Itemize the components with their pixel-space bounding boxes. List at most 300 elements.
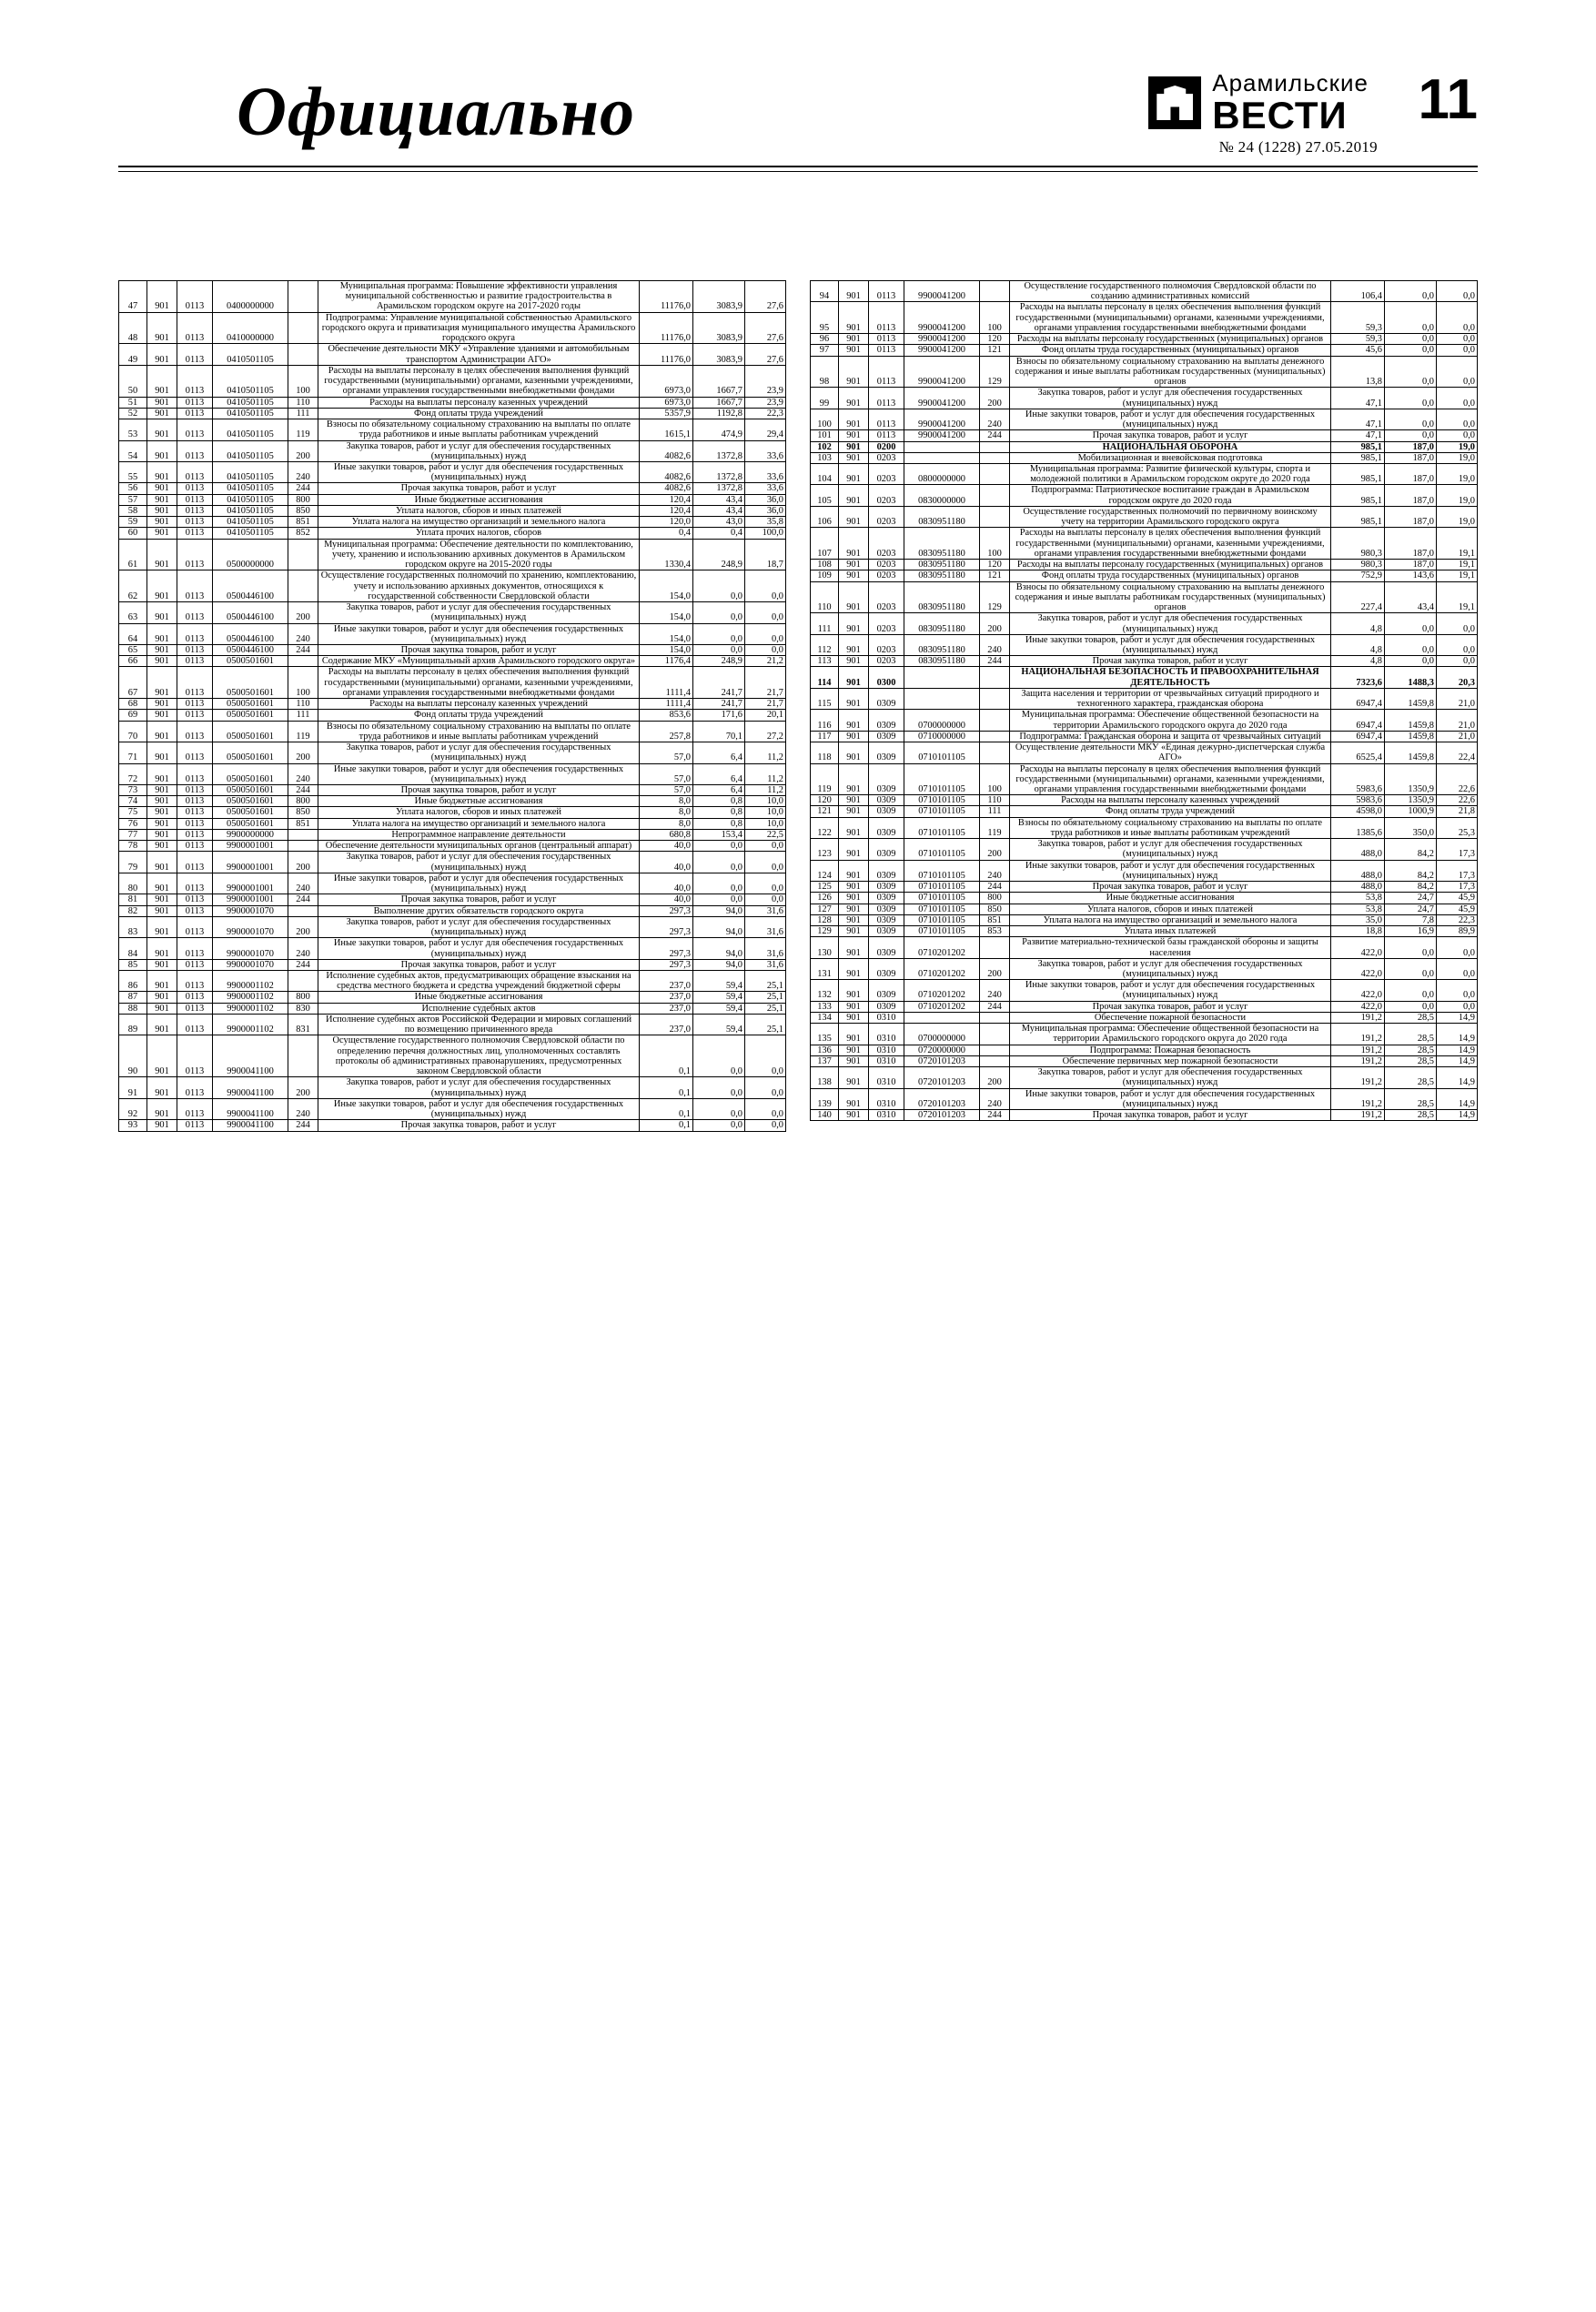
cell-fact: 28,5 — [1385, 1055, 1437, 1066]
cell-name: Закупка товаров, работ и услуг для обеспечения государственных (муниципальных) нужд — [318, 852, 640, 873]
cell-plan: 6973,0 — [640, 397, 693, 408]
table-row — [811, 1001, 1478, 1012]
cell-fact: 143,6 — [1385, 570, 1437, 581]
cell-celevaya-statya: 9900041200 — [904, 430, 980, 441]
cell-plan: 0,4 — [640, 528, 693, 539]
cell-vid-rashodov — [980, 1024, 1010, 1045]
cell-razdel: 0113 — [177, 852, 213, 873]
cell-name: Взносы по обязательному социальному страхованию на выплаты по оплате труда работников и иные выплаты работникам учреждений — [318, 419, 640, 440]
row-number: 129 — [811, 926, 839, 937]
cell-vid-rashodov: 100 — [980, 763, 1010, 795]
cell-percent: 31,6 — [745, 905, 786, 916]
row-number: 105 — [811, 485, 839, 506]
cell-fact: 248,9 — [693, 539, 745, 570]
budget-table-left-body — [119, 281, 786, 1132]
table-row — [119, 440, 786, 461]
table-row — [811, 926, 1478, 937]
cell-fact: 59,4 — [693, 1014, 745, 1035]
table-row — [811, 742, 1478, 763]
cell-vedomstvo: 901 — [147, 796, 177, 807]
cell-vid-rashodov: 111 — [980, 806, 1010, 817]
cell-vedomstvo: 901 — [147, 1120, 177, 1131]
cell-vedomstvo: 901 — [839, 904, 869, 914]
cell-plan: 4,8 — [1331, 656, 1385, 667]
cell-fact: 0,0 — [693, 1077, 745, 1098]
row-number: 49 — [119, 344, 147, 365]
cell-celevaya-statya: 9900000000 — [213, 829, 288, 840]
cell-vid-rashodov: 110 — [980, 795, 1010, 806]
cell-vedomstvo: 901 — [839, 1110, 869, 1121]
cell-vedomstvo: 901 — [839, 581, 869, 613]
cell-plan: 106,4 — [1331, 281, 1385, 302]
cell-name: Уплата иных платежей — [1010, 926, 1331, 937]
cell-fact: 0,0 — [1385, 388, 1437, 409]
cell-razdel: 0113 — [177, 959, 213, 970]
cell-vid-rashodov: 200 — [288, 742, 318, 763]
cell-celevaya-statya: 0700000000 — [904, 1024, 980, 1045]
cell-celevaya-statya: 9900001070 — [213, 916, 288, 937]
cell-percent: 19,0 — [1437, 485, 1478, 506]
cell-vedomstvo: 901 — [147, 408, 177, 419]
table-row — [119, 841, 786, 852]
row-number: 98 — [811, 356, 839, 388]
cell-razdel: 0113 — [177, 419, 213, 440]
cell-fact: 6,4 — [693, 763, 745, 784]
cell-razdel: 0113 — [177, 992, 213, 1003]
cell-plan: 57,0 — [640, 763, 693, 784]
cell-percent: 27,6 — [745, 344, 786, 365]
cell-plan: 1615,1 — [640, 419, 693, 440]
cell-vid-rashodov — [980, 710, 1010, 731]
cell-plan: 120,0 — [640, 517, 693, 528]
cell-razdel: 0113 — [177, 656, 213, 667]
cell-plan: 985,1 — [1331, 506, 1385, 527]
cell-celevaya-statya: 0830951180 — [904, 581, 980, 613]
cell-razdel: 0113 — [177, 344, 213, 365]
cell-percent: 19,1 — [1437, 570, 1478, 581]
cell-vid-rashodov: 200 — [288, 852, 318, 873]
cell-razdel: 0113 — [177, 440, 213, 461]
cell-percent: 14,9 — [1437, 1045, 1478, 1055]
cell-fact: 1667,7 — [693, 365, 745, 397]
cell-fact: 0,4 — [693, 528, 745, 539]
table-row — [119, 517, 786, 528]
row-number: 76 — [119, 818, 147, 829]
cell-razdel: 0113 — [177, 644, 213, 655]
cell-name: Иные бюджетные ассигнования — [1010, 893, 1331, 904]
cell-percent: 100,0 — [745, 528, 786, 539]
cell-name: Подпрограмма: Пожарная безопасность — [1010, 1045, 1331, 1055]
issue-info: № 24 (1228) 27.05.2019 — [1218, 138, 1378, 156]
cell-vid-rashodov: 110 — [288, 397, 318, 408]
table-row — [811, 528, 1478, 560]
cell-celevaya-statya: 0710101105 — [904, 914, 980, 925]
cell-vedomstvo: 901 — [147, 959, 177, 970]
cell-plan: 488,0 — [1331, 860, 1385, 881]
cell-vid-rashodov — [980, 1055, 1010, 1066]
row-number: 83 — [119, 916, 147, 937]
cell-name: Муниципальная программа: Обеспечение общественной безопасности на территории Арамильского городского округа до 2020 года — [1010, 1024, 1331, 1045]
cell-vedomstvo: 901 — [147, 710, 177, 721]
table-row — [811, 731, 1478, 742]
cell-razdel: 0113 — [177, 763, 213, 784]
cell-vedomstvo: 901 — [147, 763, 177, 784]
table-row — [811, 763, 1478, 795]
cell-name: Иные закупки товаров, работ и услуг для обеспечения государственных (муниципальных) нужд — [318, 938, 640, 959]
cell-percent: 14,9 — [1437, 1067, 1478, 1088]
cell-vedomstvo: 901 — [147, 807, 177, 818]
cell-razdel: 0203 — [869, 452, 904, 463]
cell-razdel: 0113 — [177, 667, 213, 699]
row-number: 92 — [119, 1098, 147, 1119]
cell-name: Иные закупки товаров, работ и услуг для обеспечения государственных (муниципальных) нужд — [1010, 1088, 1331, 1109]
table-row — [811, 388, 1478, 409]
cell-vid-rashodov: 200 — [980, 839, 1010, 860]
cell-plan: 59,3 — [1331, 334, 1385, 345]
cell-fact: 0,0 — [1385, 334, 1437, 345]
table-row — [811, 334, 1478, 345]
cell-celevaya-statya: 9900041200 — [904, 302, 980, 334]
cell-percent: 10,0 — [745, 807, 786, 818]
row-number: 96 — [811, 334, 839, 345]
cell-vid-rashodov: 200 — [980, 613, 1010, 634]
cell-vid-rashodov: 119 — [980, 817, 1010, 838]
cell-plan: 40,0 — [640, 873, 693, 894]
cell-name: Прочая закупка товаров, работ и услуг — [318, 1120, 640, 1131]
table-row — [811, 806, 1478, 817]
row-number: 100 — [811, 409, 839, 429]
cell-plan: 191,2 — [1331, 1088, 1385, 1109]
cell-razdel: 0309 — [869, 860, 904, 881]
cell-vid-rashodov: 244 — [288, 483, 318, 494]
cell-percent: 21,0 — [1437, 731, 1478, 742]
table-row — [811, 506, 1478, 527]
cell-name: Расходы на выплаты персоналу в целях обеспечения выполнения функций государственными (муниципальными) органами, казенными учреждениями, органами управления государственными внебюджетными фондами — [318, 667, 640, 699]
row-number: 57 — [119, 494, 147, 505]
cell-vedomstvo: 901 — [839, 806, 869, 817]
row-number: 112 — [811, 634, 839, 655]
cell-vid-rashodov: 240 — [288, 873, 318, 894]
cell-celevaya-statya: 9900001102 — [213, 1014, 288, 1035]
row-number: 107 — [811, 528, 839, 560]
row-number: 66 — [119, 656, 147, 667]
cell-name: Иные закупки товаров, работ и услуг для обеспечения государственных (муниципальных) нужд — [1010, 860, 1331, 881]
table-row — [119, 938, 786, 959]
cell-name: Непрограммное направление деятельности — [318, 829, 640, 840]
cell-vid-rashodov — [288, 841, 318, 852]
table-row — [119, 570, 786, 602]
cell-fact: 1488,3 — [1385, 667, 1437, 688]
cell-celevaya-statya — [904, 688, 980, 709]
table-row — [119, 721, 786, 742]
cell-vid-rashodov: 120 — [980, 334, 1010, 345]
cell-plan: 6947,4 — [1331, 731, 1385, 742]
cell-plan: 985,1 — [1331, 485, 1385, 506]
cell-celevaya-statya: 0830951180 — [904, 506, 980, 527]
cell-vid-rashodov: 121 — [980, 345, 1010, 356]
cell-razdel: 0309 — [869, 688, 904, 709]
cell-percent: 27,2 — [745, 721, 786, 742]
cell-percent: 0,0 — [1437, 345, 1478, 356]
cell-percent: 33,6 — [745, 440, 786, 461]
cell-razdel: 0113 — [177, 1098, 213, 1119]
cell-percent: 27,6 — [745, 281, 786, 313]
row-number: 48 — [119, 312, 147, 344]
cell-celevaya-statya: 0410501105 — [213, 528, 288, 539]
cell-celevaya-statya: 9900001070 — [213, 905, 288, 916]
cell-fact: 0,0 — [1385, 958, 1437, 979]
cell-percent: 0,0 — [745, 852, 786, 873]
cell-fact: 59,4 — [693, 971, 745, 992]
cell-fact: 1350,9 — [1385, 795, 1437, 806]
row-number: 111 — [811, 613, 839, 634]
table-row — [119, 971, 786, 992]
table-row — [119, 312, 786, 344]
row-number: 116 — [811, 710, 839, 731]
row-number: 113 — [811, 656, 839, 667]
brand-name-line2: ВЕСТИ — [1212, 94, 1348, 136]
table-row — [811, 613, 1478, 634]
table-row — [811, 667, 1478, 688]
cell-vid-rashodov: 240 — [288, 623, 318, 644]
cell-fact: 3083,9 — [693, 281, 745, 313]
cell-plan: 227,4 — [1331, 581, 1385, 613]
cell-vid-rashodov: 240 — [980, 409, 1010, 429]
cell-vedomstvo: 901 — [839, 1045, 869, 1055]
cell-vid-rashodov — [980, 441, 1010, 452]
cell-vedomstvo: 901 — [839, 613, 869, 634]
cell-vid-rashodov: 244 — [980, 656, 1010, 667]
cell-plan: 985,1 — [1331, 452, 1385, 463]
cell-celevaya-statya — [904, 1012, 980, 1023]
cell-plan: 47,1 — [1331, 430, 1385, 441]
cell-celevaya-statya: 9900001001 — [213, 852, 288, 873]
content-columns — [118, 280, 1478, 1132]
cell-vedomstvo: 901 — [839, 302, 869, 334]
cell-celevaya-statya: 9900041200 — [904, 356, 980, 388]
cell-name: Обеспечение пожарной безопасности — [1010, 1012, 1331, 1023]
cell-vedomstvo: 901 — [839, 430, 869, 441]
cell-vid-rashodov — [980, 731, 1010, 742]
row-number: 140 — [811, 1110, 839, 1121]
table-row — [119, 959, 786, 970]
cell-celevaya-statya: 0830951180 — [904, 613, 980, 634]
cell-percent: 0,0 — [1437, 388, 1478, 409]
table-row — [119, 528, 786, 539]
page-number: 11 — [1418, 68, 1478, 131]
table-row — [119, 667, 786, 699]
cell-plan: 11176,0 — [640, 312, 693, 344]
row-number: 68 — [119, 699, 147, 710]
row-number: 133 — [811, 1001, 839, 1012]
cell-vedomstvo: 901 — [839, 570, 869, 581]
cell-razdel: 0113 — [177, 873, 213, 894]
cell-plan: 35,0 — [1331, 914, 1385, 925]
cell-vedomstvo: 901 — [147, 873, 177, 894]
cell-vedomstvo: 901 — [839, 1055, 869, 1066]
cell-plan: 1330,4 — [640, 539, 693, 570]
table-row — [119, 644, 786, 655]
cell-fact: 0,0 — [1385, 656, 1437, 667]
cell-celevaya-statya: 0500446100 — [213, 644, 288, 655]
cell-name: Уплата налогов, сборов и иных платежей — [1010, 904, 1331, 914]
table-row — [811, 281, 1478, 302]
cell-plan: 853,6 — [640, 710, 693, 721]
cell-plan: 154,0 — [640, 644, 693, 655]
cell-celevaya-statya: 0830951180 — [904, 570, 980, 581]
cell-plan: 154,0 — [640, 602, 693, 623]
cell-celevaya-statya: 9900001001 — [213, 894, 288, 905]
cell-razdel: 0309 — [869, 914, 904, 925]
row-number: 84 — [119, 938, 147, 959]
cell-percent: 0,0 — [1437, 1001, 1478, 1012]
cell-plan: 237,0 — [640, 1014, 693, 1035]
cell-fact: 0,0 — [693, 1120, 745, 1131]
column-right — [810, 280, 1478, 1132]
cell-vedomstvo: 901 — [147, 992, 177, 1003]
row-number: 90 — [119, 1035, 147, 1077]
row-number: 121 — [811, 806, 839, 817]
cell-celevaya-statya: 0500501601 — [213, 796, 288, 807]
row-number: 93 — [119, 1120, 147, 1131]
cell-name: Иные закупки товаров, работ и услуг для обеспечения государственных (муниципальных) нужд — [1010, 980, 1331, 1001]
cell-razdel: 0309 — [869, 958, 904, 979]
cell-percent: 0,0 — [1437, 980, 1478, 1001]
cell-name: Обеспечение деятельности муниципальных органов (центральный аппарат) — [318, 841, 640, 852]
cell-razdel: 0113 — [177, 461, 213, 482]
cell-plan: 297,3 — [640, 916, 693, 937]
cell-percent: 17,3 — [1437, 860, 1478, 881]
cell-vedomstvo: 901 — [839, 958, 869, 979]
table-row — [119, 763, 786, 784]
cell-name: Расходы на выплаты персоналу в целях обеспечения выполнения функций государственными (муниципальными) органами, казенными учреждениями, органами управления государственными внебюджетными фондами — [1010, 528, 1331, 560]
cell-celevaya-statya: 0830000000 — [904, 485, 980, 506]
cell-celevaya-statya: 0500446100 — [213, 602, 288, 623]
cell-name: Муниципальная программа: Развитие физической культуры, спорта и молодежной политики в Арамильском городском округе до 2020 года — [1010, 463, 1331, 484]
cell-plan: 47,1 — [1331, 409, 1385, 429]
cell-name: Прочая закупка товаров, работ и услуг — [318, 959, 640, 970]
cell-celevaya-statya: 0500501601 — [213, 807, 288, 818]
cell-vid-rashodov: 110 — [288, 699, 318, 710]
cell-plan: 297,3 — [640, 938, 693, 959]
cell-plan: 8,0 — [640, 807, 693, 818]
cell-vid-rashodov: 100 — [980, 528, 1010, 560]
cell-vedomstvo: 901 — [839, 528, 869, 560]
cell-fact: 0,0 — [693, 623, 745, 644]
cell-plan: 53,8 — [1331, 893, 1385, 904]
cell-percent: 22,3 — [745, 408, 786, 419]
cell-fact: 187,0 — [1385, 452, 1437, 463]
cell-vedomstvo: 901 — [839, 937, 869, 958]
cell-razdel: 0113 — [177, 494, 213, 505]
cell-vid-rashodov: 240 — [288, 938, 318, 959]
table-row — [119, 494, 786, 505]
cell-razdel: 0309 — [869, 839, 904, 860]
cell-vedomstvo: 901 — [147, 971, 177, 992]
cell-plan: 980,3 — [1331, 560, 1385, 570]
cell-celevaya-statya: 0710000000 — [904, 731, 980, 742]
cell-percent: 20,3 — [1437, 667, 1478, 688]
cell-plan: 4,8 — [1331, 613, 1385, 634]
row-number: 69 — [119, 710, 147, 721]
cell-vedomstvo: 901 — [839, 485, 869, 506]
cell-fact: 28,5 — [1385, 1024, 1437, 1045]
cell-fact: 3083,9 — [693, 344, 745, 365]
cell-plan: 752,9 — [1331, 570, 1385, 581]
cell-fact: 28,5 — [1385, 1045, 1437, 1055]
cell-vedomstvo: 901 — [147, 494, 177, 505]
row-number: 118 — [811, 742, 839, 763]
row-number: 47 — [119, 281, 147, 313]
cell-percent: 33,6 — [745, 461, 786, 482]
cell-fact: 43,4 — [693, 505, 745, 516]
cell-fact: 6,4 — [693, 742, 745, 763]
row-number: 65 — [119, 644, 147, 655]
cell-percent: 22,6 — [1437, 763, 1478, 795]
cell-fact: 1459,8 — [1385, 742, 1437, 763]
cell-percent: 0,0 — [1437, 356, 1478, 388]
cell-name: Фонд оплаты труда учреждений — [1010, 806, 1331, 817]
cell-plan: 237,0 — [640, 1003, 693, 1014]
cell-plan: 422,0 — [1331, 1001, 1385, 1012]
cell-razdel: 0310 — [869, 1110, 904, 1121]
cell-vedomstvo: 901 — [147, 505, 177, 516]
cell-celevaya-statya: 0700000000 — [904, 710, 980, 731]
table-row — [811, 581, 1478, 613]
cell-razdel: 0113 — [177, 517, 213, 528]
cell-percent: 19,1 — [1437, 581, 1478, 613]
row-number: 91 — [119, 1077, 147, 1098]
cell-percent: 21,0 — [1437, 710, 1478, 731]
cell-vid-rashodov — [980, 506, 1010, 527]
cell-razdel: 0113 — [177, 623, 213, 644]
cell-percent: 14,9 — [1437, 1110, 1478, 1121]
cell-plan: 5983,6 — [1331, 763, 1385, 795]
cell-vid-rashodov — [980, 485, 1010, 506]
table-row — [811, 904, 1478, 914]
cell-percent: 27,6 — [745, 312, 786, 344]
cell-vedomstvo: 901 — [147, 829, 177, 840]
cell-name: Исполнение судебных актов Российской Федерации и мировых соглашений по возмещению причиненного вреда — [318, 1014, 640, 1035]
table-row — [811, 795, 1478, 806]
row-number: 64 — [119, 623, 147, 644]
cell-vid-rashodov: 240 — [288, 763, 318, 784]
table-row — [811, 893, 1478, 904]
cell-celevaya-statya: 0410000000 — [213, 312, 288, 344]
table-row — [119, 992, 786, 1003]
masthead-rule-thick — [118, 166, 1478, 167]
cell-vedomstvo: 901 — [147, 938, 177, 959]
cell-name: Прочая закупка товаров, работ и услуг — [1010, 1110, 1331, 1121]
cell-name: Осуществление деятельности МКУ «Единая дежурно-диспетчерская служба АГО» — [1010, 742, 1331, 763]
cell-celevaya-statya: 0410501105 — [213, 408, 288, 419]
cell-plan: 6525,4 — [1331, 742, 1385, 763]
cell-razdel: 0203 — [869, 528, 904, 560]
table-row — [119, 852, 786, 873]
row-number: 81 — [119, 894, 147, 905]
cell-fact: 0,0 — [1385, 356, 1437, 388]
cell-vedomstvo: 901 — [839, 710, 869, 731]
cell-plan: 154,0 — [640, 570, 693, 602]
row-number: 94 — [811, 281, 839, 302]
table-row — [811, 882, 1478, 893]
cell-celevaya-statya: 9900001001 — [213, 873, 288, 894]
cell-plan: 7323,6 — [1331, 667, 1385, 688]
table-row — [811, 710, 1478, 731]
cell-razdel: 0203 — [869, 656, 904, 667]
cell-plan: 488,0 — [1331, 839, 1385, 860]
cell-fact: 1350,9 — [1385, 763, 1437, 795]
